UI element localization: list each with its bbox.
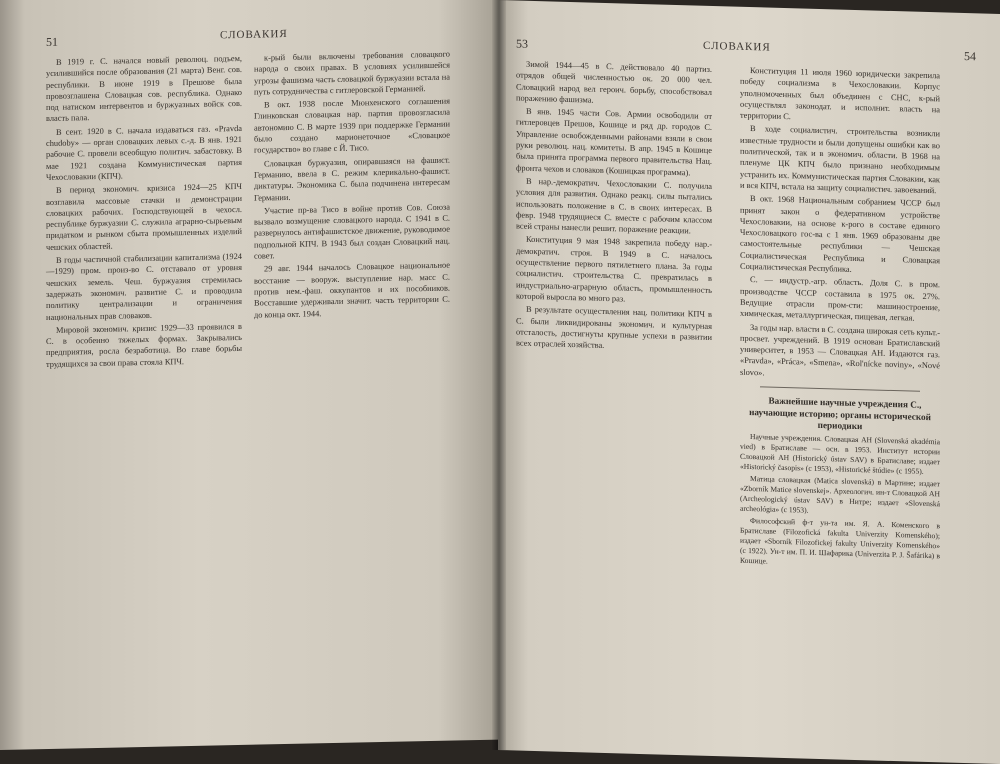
paragraph: В период экономич. кризиса 1924—25 КПЧ возглавила массовые стачки и демонстрации словацких рабочих. Господствующей в чехосл. республике буржуазии С. служила аграрно-сырьевым придатком и рынком сбыта промышленных изделий чешских областей. [46,182,242,252]
paragraph: Мировой экономич. кризис 1929—33 проявился в С. в особенно тяжелых формах. Закрывались предприятия, росла безработица. Во главе борьбы трудящихся за свои права стояла КПЧ. [46,321,242,369]
paragraph: Конституция 11 июля 1960 юридически закрепила победу социализма в Чехословакии. Корпус уполномоченных был объединен с СНС, к-рый осуществлял законодат. и исполнит. власть на территории С. [740,66,940,122]
text-column-2 [254,49,450,323]
paragraph: В сент. 1920 в С. начала издаваться газ. «Pravda chudoby» — орган словацких левых с.-д. В янв. 1921 рабочие С. провели всеобщую политич. забастовку. В мае 1921 создана Коммунистическая партия Чехословакии (КПЧ). [46,123,242,183]
right-page [498,0,1000,764]
left-page [0,0,498,750]
paragraph: Зимой 1944—45 в С. действовало 40 партиз. отрядов общей численностью ок. 20 000 чел. Словацкий народ вел героич. борьбу, способствовал поражению фашизма. [516,59,712,105]
paragraph: В годы частичной стабилизации капитализма (1924—1929) пром. произ-во С. отставало от уровня чешских земель. Чеш. буржуазия стремилась задержать экономич. развитие С. и проводила политику централизации и ограничения национальных прав словаков. [46,251,242,322]
paragraph: За годы нар. власти в С. создана широкая сеть культ.-просвет. учреждений. В 1919 основан Братиславский университет, в 1953 — Словацкая АН. Издаются газ. «Pravda», «Práca», «Smena», «Rol'nícke noviny», «Nové slovo». [740,322,940,378]
paragraph: Участие пр-ва Тисо в войне против Сов. Союза вызвало возмущение словацкого народа. С 1941 в С. развернулось антифашистское движение, руководимое подпольной КПЧ. В 1943 был создан Словацкий нац. совет. [254,202,450,261]
paragraph: В 1919 г. С. начался новый революц. подъем, усилившийся после образования (21 марта) Венг. сов. республики. В июне 1919 в Прешове была провозглашена Словацкая сов. республика. Однако под натиском интервентов и буржуазных войск сов. власть пала. [46,53,242,124]
paragraph: Словацкая буржуазия, опиравшаяся на фашист. Германию, ввела в С. режим клерикально-фашист. диктатуры. Экономика С. была подчинена интересам Германии. [254,155,450,203]
running-head: СЛОВАКИЯ [220,27,288,42]
paragraph: Конституция 9 мая 1948 закрепила победу нар.-демократич. строя. В 1949 в С. началось осуществление первого пятилетнего плана. За годы социалистич. строительства С. превратилась в индустриально-аграрную область, промышленность которой выросла во много раз. [516,235,712,304]
paragraph: В янв. 1945 части Сов. Армии освободили от гитлеровцев Прешов, Кошице и ряд др. городов С. Управление освобожденными районами взяли в свои руки революц. нац. комитеты. В апр. 1945 в Кошице была принята программа первого правительства Нац. фронта чехов и словаков (Кошицкая программа). [516,106,712,178]
section-heading: Важнейшие научные учреждения С., научающие историю; органы исторической периодики [749,395,931,432]
paragraph: В нар.-демократич. Чехословакии С. получила условия для развития. Однако реакц. силы пытались использовать положение в С. в своих интересах. В февр. 1948 трудящиеся С. вместе с рабочим классом всей страны нанесли решит. поражение реакции. [516,176,712,236]
book-gutter [492,0,506,750]
running-head: СЛОВАКИЯ [703,39,771,54]
page-number: 51 [46,34,58,50]
paragraph: В окт. 1938 после Мюнхенского соглашения Глинковская словацкая нар. партия провозгласила автономию С. В марте 1939 при поддержке Германии было создано марионеточное «Словацкое государство» во главе с Й. Тисо. [254,96,450,156]
paragraph: к-рый были включены требования словацкого народа о своих правах. В условиях усилившейся угрозы фашизма часть словацкой буржуазии встала на путь сотрудничества с гитлеровской Германией. [254,49,450,97]
paragraph: 29 авг. 1944 началось Словацкое национальное восстание — вооруж. выступление нар. масс С. против нем.-фаш. оккупантов и их пособников. Восставшие удерживали значит. часть территории С. до конца окт. 1944. [254,260,450,320]
paragraph: В окт. 1968 Национальным собранием ЧССР был принят закон о федеративном устройстве Чехословакии, на основе к-рого в составе единого Чехословацкого гос-ва с 1 янв. 1969 образованы две самостоятельные республики — Чешская Социалистическая Республика и Словацкая Социалистическая Республика. [740,194,940,274]
section-divider [760,386,920,391]
institution-entry: Матица словацкая (Matica slovenská) в Мартине; издает «Zborník Matice slovenskej». Археологич. ин-т Словацкой АН (Archeologický ústav SAV) в Нитре; издает «Slovenská archeológia» (с 1953). [740,473,940,515]
text-column-4 [740,65,940,573]
page-number: 54 [964,49,976,64]
text-column-1 [46,53,242,372]
institution-entry: Философский ф-т ун-та им. Я. А. Коменского в Братиславе (Filozofická fakulta Univerzity Komenského); издает «Sborník Filozofickej fakulty Univerzity Komenského» (с 1922). Ун-т им. П. И. Шафарика (Univerzita P. J. Šafárika) в Кошице. [740,515,940,566]
paragraph: С. — индустр.-агр. область. Доля С. в пром. производстве ЧССР составила в 1975 ок. 27%. Ведущие отрасли пром-сти: машиностроение, химическая, металлургическая, пищевая, легкая. [740,275,940,323]
page-number: 53 [516,36,528,51]
paragraph: В ходе социалистич. строительства возникли известные трудности и были допущены ошибки как во политической, так и в экономич. области. В 1968 на пленуме ЦК КПЧ было признано необходимым устранить их. Коммунистическая партия Словакии, как и вся КПЧ, встала на защиту социалистич. завоеваний. [740,124,940,196]
institution-entry: Научные учреждения. Словацкая АН (Slovenská akadémia vied) в Братиславе — осн. в 1953. Институт истории Словацкой АН (Historický ústav SAV) в Братиславе; издает «Historický časopis» (с 1953), «Historické štúdie» (с 1955). [740,431,940,476]
paragraph: В результате осуществления нац. политики КПЧ в С. были ликвидированы экономич. и культурная отсталость, достигнуты крупные успехи в развитии всех отраслей хозяйства. [516,305,712,351]
text-column-3 [516,59,712,357]
